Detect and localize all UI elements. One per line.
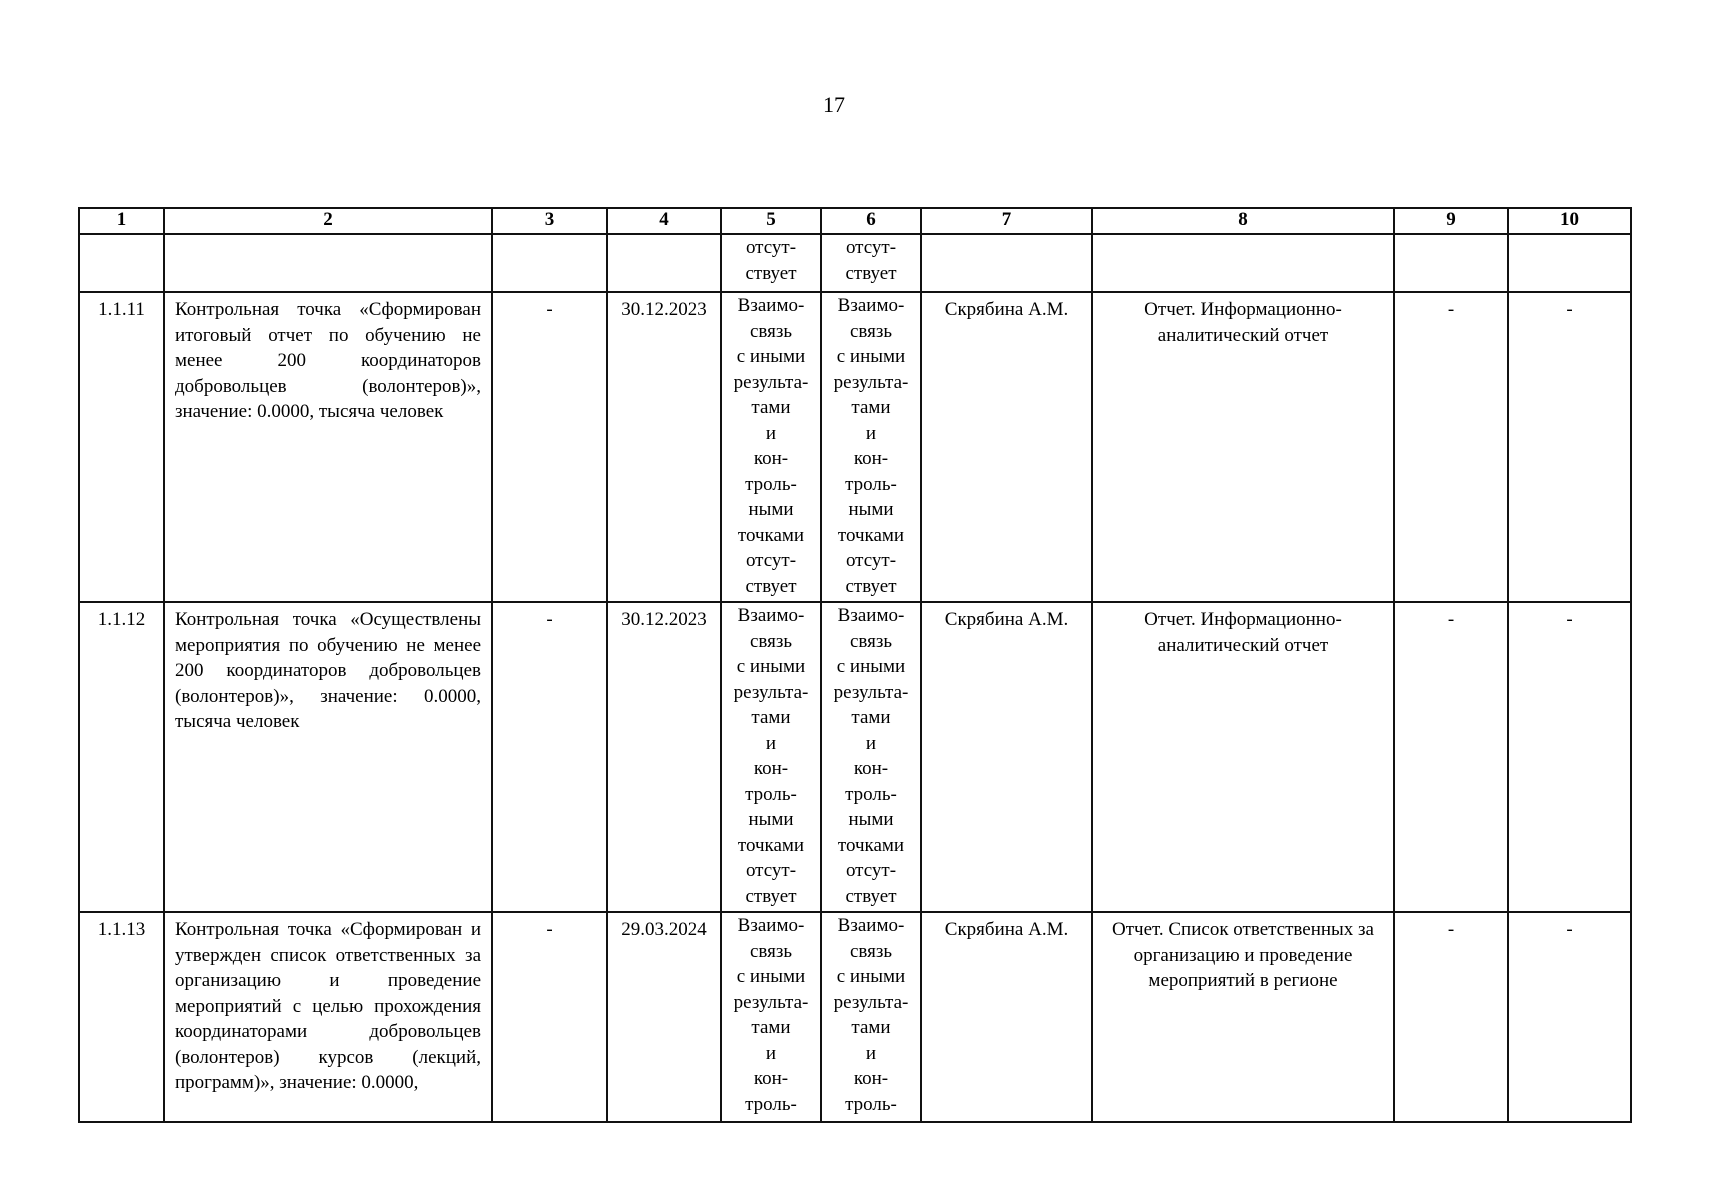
relation-line: троль- [845, 1093, 897, 1115]
relation-line: точками [737, 524, 805, 546]
relation-cell [821, 234, 921, 292]
item-number: 1.1.11 [79, 292, 164, 602]
document-type: Отчет. Список ответственных за организацию и проведение мероприятий в регионе [1092, 912, 1394, 1122]
relation-line: кон- [753, 758, 789, 779]
relation-line: связь [849, 940, 893, 962]
table-cell: - [1508, 602, 1631, 912]
relation-line: ными [748, 809, 794, 830]
relation-line: и [765, 422, 777, 444]
relation-line: отсут- [845, 237, 897, 258]
table-cell: - [1508, 912, 1631, 1122]
relation-line: кон- [753, 448, 789, 469]
relation-line: связь [849, 630, 893, 652]
header-cell: 10 [1508, 208, 1631, 234]
item-date: 29.03.2024 [607, 912, 721, 1122]
relation-line: связь [749, 630, 793, 652]
document-type: Отчет. Информационно-аналитический отчет [1092, 292, 1394, 602]
relation-line: троль- [845, 783, 897, 805]
relation-line: с иными [736, 656, 806, 677]
relation-line: и [865, 422, 877, 444]
item-description: Контрольная точка «Сформирован итоговый отчет по обучению не менее 200 координаторов добровольцев (волонтеров)», значение: 0.0000, тысяча человек [164, 292, 492, 602]
relation-line: отсут- [845, 550, 897, 571]
relation-cell [721, 292, 821, 602]
item-number: 1.1.13 [79, 912, 164, 1122]
relation-line: связь [749, 940, 793, 962]
relation-line: результа- [833, 991, 909, 1013]
relation-line: с иными [836, 346, 906, 367]
relation-line: ными [748, 499, 794, 520]
relation-line: связь [849, 320, 893, 342]
header-row [79, 208, 1631, 234]
header-cell: 3 [492, 208, 607, 234]
responsible-person: Скрябина А.М. [921, 602, 1092, 912]
relation-line: с иными [736, 346, 806, 367]
relation-line: и [765, 1042, 777, 1064]
table-cell [1092, 234, 1394, 292]
item-description: Контрольная точка «Сформирован и утвержден список ответственных за организацию и проведение мероприятий с целью прохождения координаторами добровольцев (волонтеров) курсов (лекций, программ)», значение: 0.0000, [164, 912, 492, 1122]
page-number: 17 [823, 92, 845, 117]
relation-line: троль- [745, 1093, 797, 1115]
header-cell: 1 [79, 208, 164, 234]
relation-line: результа- [733, 991, 809, 1013]
relation-line: ными [848, 499, 894, 520]
relation-cell [721, 234, 821, 292]
relation-line: результа- [833, 371, 909, 393]
relation-line: с иными [736, 966, 806, 987]
relation-line: тами [751, 397, 791, 418]
relation-line: связь [749, 320, 793, 342]
table-row [79, 292, 1631, 602]
item-date: 30.12.2023 [607, 602, 721, 912]
relation-line: результа- [833, 681, 909, 703]
relation-line: с иными [836, 966, 906, 987]
table-cell: - [1508, 292, 1631, 602]
relation-line: точками [837, 834, 905, 856]
relation-line: точками [737, 834, 805, 856]
table-cell [164, 234, 492, 292]
responsible-person: Скрябина А.М. [921, 292, 1092, 602]
relation-line: отсут- [745, 237, 797, 258]
header-cell: 2 [164, 208, 492, 234]
table-cell: - [1394, 912, 1508, 1122]
relation-line: ными [848, 809, 894, 830]
relation-line: с иными [836, 656, 906, 677]
responsible-person: Скрябина А.М. [921, 912, 1092, 1122]
relation-cell [821, 602, 921, 912]
relation-line: ствует [745, 575, 797, 597]
relation-line: и [765, 732, 777, 754]
relation-line: Взаимо- [837, 605, 905, 626]
table-cell: - [1394, 602, 1508, 912]
relation-line: троль- [745, 473, 797, 495]
table-cell [79, 234, 164, 292]
relation-line: ствует [745, 262, 797, 284]
document-type: Отчет. Информационно-аналитический отчет [1092, 602, 1394, 912]
table-row [79, 912, 1631, 1122]
relation-line: отсут- [745, 550, 797, 571]
relation-cell [721, 912, 821, 1122]
relation-line: троль- [845, 473, 897, 495]
relation-line: результа- [733, 371, 809, 393]
header-cell: 6 [821, 208, 921, 234]
relation-line: тами [751, 707, 791, 728]
relation-line: ствует [745, 885, 797, 907]
table-row [79, 602, 1631, 912]
relation-line: троль- [745, 783, 797, 805]
header-cell: 5 [721, 208, 821, 234]
header-cell: 7 [921, 208, 1092, 234]
table-cell [1394, 234, 1508, 292]
relation-line: кон- [853, 1068, 889, 1089]
table-cell [921, 234, 1092, 292]
relation-cell [721, 602, 821, 912]
relation-line: ствует [845, 575, 897, 597]
relation-line: кон- [753, 1068, 789, 1089]
table-cell: - [492, 912, 607, 1122]
relation-line: Взаимо- [837, 295, 905, 316]
plan-table [78, 207, 1632, 1123]
relation-line: тами [851, 397, 891, 418]
header-cell: 9 [1394, 208, 1508, 234]
header-cell: 4 [607, 208, 721, 234]
relation-cell [821, 292, 921, 602]
relation-line: результа- [733, 681, 809, 703]
relation-line: тами [851, 707, 891, 728]
table-cell: - [492, 292, 607, 602]
table-cell [1508, 234, 1631, 292]
relation-line: Взаимо- [837, 915, 905, 936]
table-cell [492, 234, 607, 292]
relation-line: кон- [853, 758, 889, 779]
relation-line: и [865, 732, 877, 754]
relation-line: точками [837, 524, 905, 546]
item-date: 30.12.2023 [607, 292, 721, 602]
relation-line: Взаимо- [737, 915, 805, 936]
relation-cell [821, 912, 921, 1122]
item-number: 1.1.12 [79, 602, 164, 912]
item-description: Контрольная точка «Осуществлены мероприятия по обучению не менее 200 координаторов добровольцев (волонтеров)», значение: 0.0000, тысяча человек [164, 602, 492, 912]
relation-line: ствует [845, 885, 897, 907]
relation-line: тами [851, 1017, 891, 1038]
relation-line: Взаимо- [737, 605, 805, 626]
table-cell: - [492, 602, 607, 912]
relation-line: отсут- [745, 860, 797, 881]
relation-line: отсут- [845, 860, 897, 881]
relation-line: Взаимо- [737, 295, 805, 316]
table-cell [607, 234, 721, 292]
header-cell: 8 [1092, 208, 1394, 234]
table-cell: - [1394, 292, 1508, 602]
relation-line: тами [751, 1017, 791, 1038]
continuation-row [79, 234, 1631, 292]
relation-line: ствует [845, 262, 897, 284]
relation-line: и [865, 1042, 877, 1064]
relation-line: кон- [853, 448, 889, 469]
